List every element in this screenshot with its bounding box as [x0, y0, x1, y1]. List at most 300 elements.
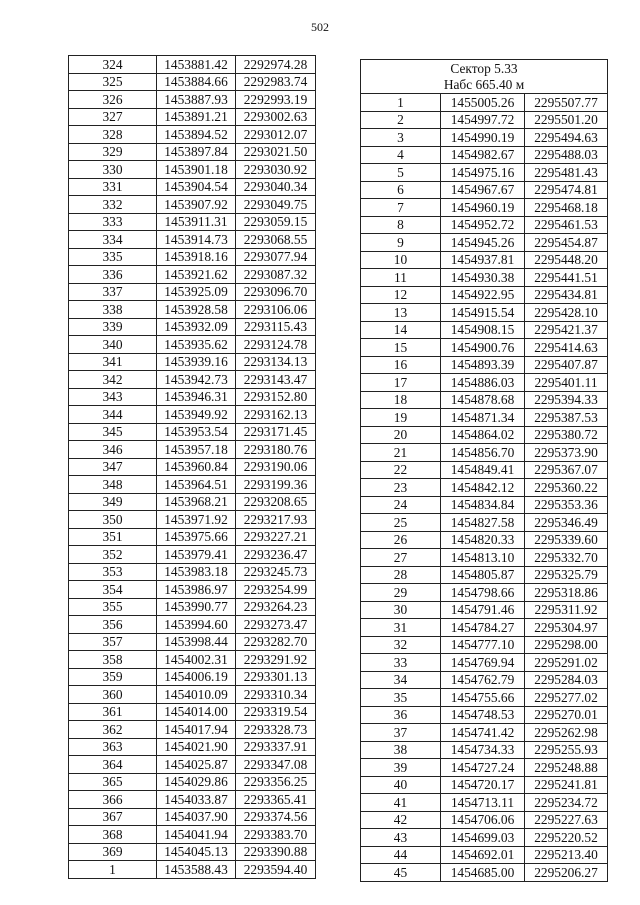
table-row [69, 388, 316, 406]
x-coordinate-cell: 1453953.54 [157, 423, 236, 441]
y-coordinate-cell: 2295339.60 [525, 531, 608, 549]
y-coordinate-cell: 2293264.23 [236, 598, 316, 616]
table-row [69, 318, 316, 336]
y-coordinate-cell: 2295255.93 [525, 741, 608, 759]
table-row [361, 636, 608, 654]
table-row [69, 826, 316, 844]
x-coordinate-cell: 1454827.58 [441, 514, 525, 532]
y-coordinate-cell: 2293390.88 [236, 843, 316, 861]
y-coordinate-cell: 2293106.06 [236, 301, 316, 319]
y-coordinate-cell: 2293254.99 [236, 581, 316, 599]
table-row [69, 143, 316, 161]
point-number-cell: 30 [361, 601, 441, 619]
point-number-cell: 335 [69, 248, 157, 266]
point-number-cell: 336 [69, 266, 157, 284]
table-row [69, 581, 316, 599]
x-coordinate-cell: 1453935.62 [157, 336, 236, 354]
x-coordinate-cell: 1453968.21 [157, 493, 236, 511]
table-row [361, 339, 608, 357]
y-coordinate-cell: 2295448.20 [525, 251, 608, 269]
y-coordinate-cell: 2295373.90 [525, 444, 608, 462]
y-coordinate-cell: 2293337.91 [236, 738, 316, 756]
x-coordinate-cell: 1454967.67 [441, 181, 525, 199]
point-number-cell: 39 [361, 759, 441, 777]
point-number-cell: 356 [69, 616, 157, 634]
point-number-cell: 1 [361, 94, 441, 112]
y-coordinate-cell: 2293273.47 [236, 616, 316, 634]
x-coordinate-cell: 1454777.10 [441, 636, 525, 654]
point-number-cell: 32 [361, 636, 441, 654]
point-number-cell: 26 [361, 531, 441, 549]
y-coordinate-cell: 2295407.87 [525, 356, 608, 374]
x-coordinate-cell: 1454864.02 [441, 426, 525, 444]
table-row [69, 441, 316, 459]
point-number-cell: 337 [69, 283, 157, 301]
x-coordinate-cell: 1453979.41 [157, 546, 236, 564]
y-coordinate-cell: 2293208.65 [236, 493, 316, 511]
point-number-cell: 25 [361, 514, 441, 532]
x-coordinate-cell: 1454002.31 [157, 651, 236, 669]
point-number-cell: 355 [69, 598, 157, 616]
x-coordinate-cell: 1453881.42 [157, 56, 236, 74]
point-number-cell: 14 [361, 321, 441, 339]
x-coordinate-cell: 1454813.10 [441, 549, 525, 567]
x-coordinate-cell: 1454727.24 [441, 759, 525, 777]
point-number-cell: 341 [69, 353, 157, 371]
table-row [361, 269, 608, 287]
y-coordinate-cell: 2293199.36 [236, 476, 316, 494]
x-coordinate-cell: 1453964.51 [157, 476, 236, 494]
table-row [69, 861, 316, 879]
y-coordinate-cell: 2293087.32 [236, 266, 316, 284]
point-number-cell: 40 [361, 776, 441, 794]
table-row [69, 546, 316, 564]
point-number-cell: 29 [361, 584, 441, 602]
x-coordinate-cell: 1454834.84 [441, 496, 525, 514]
y-coordinate-cell: 2293347.08 [236, 756, 316, 774]
x-coordinate-cell: 1454798.66 [441, 584, 525, 602]
table-row [69, 336, 316, 354]
point-number-cell: 369 [69, 843, 157, 861]
point-number-cell: 364 [69, 756, 157, 774]
table-row [69, 248, 316, 266]
y-coordinate-cell: 2293310.34 [236, 686, 316, 704]
left-table-body [69, 56, 316, 879]
point-number-cell: 343 [69, 388, 157, 406]
point-number-cell: 21 [361, 444, 441, 462]
x-coordinate-cell: 1454930.38 [441, 269, 525, 287]
x-coordinate-cell: 1454820.33 [441, 531, 525, 549]
table-row [69, 371, 316, 389]
y-coordinate-cell: 2295220.52 [525, 829, 608, 847]
y-coordinate-cell: 2293374.56 [236, 808, 316, 826]
x-coordinate-cell: 1453904.54 [157, 178, 236, 196]
table-row [361, 216, 608, 234]
table-row [69, 686, 316, 704]
x-coordinate-cell: 1454755.66 [441, 689, 525, 707]
y-coordinate-cell: 2295304.97 [525, 619, 608, 637]
table-row [361, 706, 608, 724]
x-coordinate-cell: 1453918.16 [157, 248, 236, 266]
point-number-cell: 354 [69, 581, 157, 599]
point-number-cell: 31 [361, 619, 441, 637]
y-coordinate-cell: 2293171.45 [236, 423, 316, 441]
x-coordinate-cell: 1454014.00 [157, 703, 236, 721]
point-number-cell: 16 [361, 356, 441, 374]
y-coordinate-cell: 2295401.11 [525, 374, 608, 392]
x-coordinate-cell: 1454045.13 [157, 843, 236, 861]
x-coordinate-cell: 1453946.31 [157, 388, 236, 406]
point-number-cell: 329 [69, 143, 157, 161]
x-coordinate-cell: 1453949.92 [157, 406, 236, 424]
x-coordinate-cell: 1454915.54 [441, 304, 525, 322]
table-row [361, 321, 608, 339]
y-coordinate-cell: 2295367.07 [525, 461, 608, 479]
table-row [361, 584, 608, 602]
x-coordinate-cell: 1453928.58 [157, 301, 236, 319]
point-number-cell: 33 [361, 654, 441, 672]
point-number-cell: 338 [69, 301, 157, 319]
x-coordinate-cell: 1454692.01 [441, 846, 525, 864]
table-row [69, 633, 316, 651]
y-coordinate-cell: 2293049.75 [236, 196, 316, 214]
table-row [69, 56, 316, 74]
table-row [361, 146, 608, 164]
x-coordinate-cell: 1454900.76 [441, 339, 525, 357]
point-number-cell: 332 [69, 196, 157, 214]
x-coordinate-cell: 1454893.39 [441, 356, 525, 374]
table-row [361, 671, 608, 689]
sector-title: Сектор 5.33 [450, 60, 518, 76]
point-number-cell: 342 [69, 371, 157, 389]
x-coordinate-cell: 1453588.43 [157, 861, 236, 879]
table-row [361, 601, 608, 619]
x-coordinate-cell: 1453891.21 [157, 108, 236, 126]
y-coordinate-cell: 2295318.86 [525, 584, 608, 602]
table-row [69, 493, 316, 511]
point-number-cell: 367 [69, 808, 157, 826]
y-coordinate-cell: 2293040.34 [236, 178, 316, 196]
point-number-cell: 345 [69, 423, 157, 441]
point-number-cell: 9 [361, 234, 441, 252]
point-number-cell: 28 [361, 566, 441, 584]
y-coordinate-cell: 2293217.93 [236, 511, 316, 529]
x-coordinate-cell: 1454886.03 [441, 374, 525, 392]
table-row [69, 808, 316, 826]
y-coordinate-cell: 2293021.50 [236, 143, 316, 161]
point-number-cell: 328 [69, 126, 157, 144]
x-coordinate-cell: 1453971.92 [157, 511, 236, 529]
table-row [69, 598, 316, 616]
table-row [69, 791, 316, 809]
point-number-cell: 348 [69, 476, 157, 494]
page-number: 502 [311, 20, 329, 34]
y-coordinate-cell: 2293301.13 [236, 668, 316, 686]
y-coordinate-cell: 2293190.06 [236, 458, 316, 476]
y-coordinate-cell: 2295332.70 [525, 549, 608, 567]
point-number-cell: 346 [69, 441, 157, 459]
x-coordinate-cell: 1454791.46 [441, 601, 525, 619]
y-coordinate-cell: 2293152.80 [236, 388, 316, 406]
x-coordinate-cell: 1454029.86 [157, 773, 236, 791]
table-row [361, 426, 608, 444]
x-coordinate-cell: 1454849.41 [441, 461, 525, 479]
x-coordinate-cell: 1454990.19 [441, 129, 525, 147]
table-row [361, 199, 608, 217]
x-coordinate-cell: 1454997.72 [441, 111, 525, 129]
x-coordinate-cell: 1454748.53 [441, 706, 525, 724]
y-coordinate-cell: 2293143.47 [236, 371, 316, 389]
y-coordinate-cell: 2293115.43 [236, 318, 316, 336]
point-number-cell: 45 [361, 864, 441, 882]
x-coordinate-cell: 1454037.90 [157, 808, 236, 826]
point-number-cell: 22 [361, 461, 441, 479]
y-coordinate-cell: 2293077.94 [236, 248, 316, 266]
x-coordinate-cell: 1454975.16 [441, 164, 525, 182]
y-coordinate-cell: 2295291.02 [525, 654, 608, 672]
x-coordinate-cell: 1454006.19 [157, 668, 236, 686]
x-coordinate-cell: 1453925.09 [157, 283, 236, 301]
y-coordinate-cell: 2293059.15 [236, 213, 316, 231]
y-coordinate-cell: 2293180.76 [236, 441, 316, 459]
table-row [69, 738, 316, 756]
x-coordinate-cell: 1454713.11 [441, 794, 525, 812]
y-coordinate-cell: 2295270.01 [525, 706, 608, 724]
x-coordinate-cell: 1453960.84 [157, 458, 236, 476]
y-coordinate-cell: 2295507.77 [525, 94, 608, 112]
point-number-cell: 11 [361, 269, 441, 287]
x-coordinate-cell: 1453939.16 [157, 353, 236, 371]
coordinates-table-right [360, 59, 608, 882]
point-number-cell: 23 [361, 479, 441, 497]
table-row [361, 356, 608, 374]
table-row [361, 479, 608, 497]
x-coordinate-cell: 1454784.27 [441, 619, 525, 637]
x-coordinate-cell: 1453897.84 [157, 143, 236, 161]
y-coordinate-cell: 2295428.10 [525, 304, 608, 322]
coordinates-table-left [68, 55, 316, 879]
table-row [361, 391, 608, 409]
y-coordinate-cell: 2295421.37 [525, 321, 608, 339]
y-coordinate-cell: 2295241.81 [525, 776, 608, 794]
point-number-cell: 41 [361, 794, 441, 812]
table-row [361, 234, 608, 252]
point-number-cell: 326 [69, 91, 157, 109]
y-coordinate-cell: 2293236.47 [236, 546, 316, 564]
y-coordinate-cell: 2295298.00 [525, 636, 608, 654]
y-coordinate-cell: 2295248.88 [525, 759, 608, 777]
y-coordinate-cell: 2295227.63 [525, 811, 608, 829]
y-coordinate-cell: 2295380.72 [525, 426, 608, 444]
x-coordinate-cell: 1453921.62 [157, 266, 236, 284]
point-number-cell: 8 [361, 216, 441, 234]
point-number-cell: 331 [69, 178, 157, 196]
table-row [361, 654, 608, 672]
point-number-cell: 327 [69, 108, 157, 126]
x-coordinate-cell: 1453911.31 [157, 213, 236, 231]
x-coordinate-cell: 1454033.87 [157, 791, 236, 809]
table-row [361, 374, 608, 392]
x-coordinate-cell: 1453994.60 [157, 616, 236, 634]
point-number-cell: 353 [69, 563, 157, 581]
y-coordinate-cell: 2295387.53 [525, 409, 608, 427]
x-coordinate-cell: 1454937.81 [441, 251, 525, 269]
point-number-cell: 1 [69, 861, 157, 879]
x-coordinate-cell: 1453901.18 [157, 161, 236, 179]
point-number-cell: 349 [69, 493, 157, 511]
table-row [361, 181, 608, 199]
y-coordinate-cell: 2293012.07 [236, 126, 316, 144]
point-number-cell: 361 [69, 703, 157, 721]
y-coordinate-cell: 2293068.55 [236, 231, 316, 249]
point-number-cell: 359 [69, 668, 157, 686]
point-number-cell: 20 [361, 426, 441, 444]
x-coordinate-cell: 1454025.87 [157, 756, 236, 774]
table-row [361, 94, 608, 112]
table-row [361, 741, 608, 759]
x-coordinate-cell: 1453932.09 [157, 318, 236, 336]
point-number-cell: 340 [69, 336, 157, 354]
table-row [69, 178, 316, 196]
point-number-cell: 357 [69, 633, 157, 651]
point-number-cell: 35 [361, 689, 441, 707]
y-coordinate-cell: 2295468.18 [525, 199, 608, 217]
point-number-cell: 10 [361, 251, 441, 269]
table-row [69, 756, 316, 774]
table-row [361, 689, 608, 707]
table-row [361, 251, 608, 269]
x-coordinate-cell: 1453887.93 [157, 91, 236, 109]
y-coordinate-cell: 2295311.92 [525, 601, 608, 619]
y-coordinate-cell: 2295414.63 [525, 339, 608, 357]
y-coordinate-cell: 2293002.63 [236, 108, 316, 126]
point-number-cell: 6 [361, 181, 441, 199]
y-coordinate-cell: 2295325.79 [525, 566, 608, 584]
table-row [69, 231, 316, 249]
point-number-cell: 333 [69, 213, 157, 231]
x-coordinate-cell: 1454699.03 [441, 829, 525, 847]
y-coordinate-cell: 2293594.40 [236, 861, 316, 879]
table-row [69, 213, 316, 231]
table-row [361, 794, 608, 812]
y-coordinate-cell: 2295394.33 [525, 391, 608, 409]
point-number-cell: 13 [361, 304, 441, 322]
x-coordinate-cell: 1454945.26 [441, 234, 525, 252]
y-coordinate-cell: 2295434.81 [525, 286, 608, 304]
y-coordinate-cell: 2293227.21 [236, 528, 316, 546]
x-coordinate-cell: 1454960.19 [441, 199, 525, 217]
x-coordinate-cell: 1454842.12 [441, 479, 525, 497]
table-row [361, 829, 608, 847]
x-coordinate-cell: 1453884.66 [157, 73, 236, 91]
point-number-cell: 12 [361, 286, 441, 304]
x-coordinate-cell: 1453983.18 [157, 563, 236, 581]
y-coordinate-cell: 2293365.41 [236, 791, 316, 809]
table-row [69, 476, 316, 494]
table-row [69, 651, 316, 669]
y-coordinate-cell: 2295284.03 [525, 671, 608, 689]
point-number-cell: 368 [69, 826, 157, 844]
sector-header [361, 60, 608, 94]
x-coordinate-cell: 1454982.67 [441, 146, 525, 164]
table-row [361, 496, 608, 514]
x-coordinate-cell: 1453998.44 [157, 633, 236, 651]
table-row [361, 531, 608, 549]
x-coordinate-cell: 1454017.94 [157, 721, 236, 739]
table-row [69, 511, 316, 529]
table-row [69, 108, 316, 126]
table-row [69, 721, 316, 739]
y-coordinate-cell: 2293282.70 [236, 633, 316, 651]
x-coordinate-cell: 1453914.73 [157, 231, 236, 249]
table-row [69, 773, 316, 791]
table-row [69, 703, 316, 721]
table-row [69, 458, 316, 476]
point-number-cell: 44 [361, 846, 441, 864]
x-coordinate-cell: 1453990.77 [157, 598, 236, 616]
y-coordinate-cell: 2295474.81 [525, 181, 608, 199]
y-coordinate-cell: 2295346.49 [525, 514, 608, 532]
y-coordinate-cell: 2295353.36 [525, 496, 608, 514]
table-row [361, 444, 608, 462]
y-coordinate-cell: 2293124.78 [236, 336, 316, 354]
y-coordinate-cell: 2293328.73 [236, 721, 316, 739]
point-number-cell: 347 [69, 458, 157, 476]
table-row [69, 126, 316, 144]
x-coordinate-cell: 1453907.92 [157, 196, 236, 214]
table-row [361, 759, 608, 777]
point-number-cell: 351 [69, 528, 157, 546]
point-number-cell: 19 [361, 409, 441, 427]
point-number-cell: 344 [69, 406, 157, 424]
point-number-cell: 17 [361, 374, 441, 392]
x-coordinate-cell: 1454734.33 [441, 741, 525, 759]
table-row [361, 846, 608, 864]
y-coordinate-cell: 2293030.92 [236, 161, 316, 179]
point-number-cell: 339 [69, 318, 157, 336]
x-coordinate-cell: 1454805.87 [441, 566, 525, 584]
x-coordinate-cell: 1454769.94 [441, 654, 525, 672]
point-number-cell: 334 [69, 231, 157, 249]
point-number-cell: 24 [361, 496, 441, 514]
table-row [361, 566, 608, 584]
point-number-cell: 360 [69, 686, 157, 704]
point-number-cell: 362 [69, 721, 157, 739]
y-coordinate-cell: 2293162.13 [236, 406, 316, 424]
x-coordinate-cell: 1453942.73 [157, 371, 236, 389]
right-table-body [361, 60, 608, 882]
point-number-cell: 18 [361, 391, 441, 409]
x-coordinate-cell: 1454685.00 [441, 864, 525, 882]
table-row [69, 528, 316, 546]
table-row [361, 514, 608, 532]
point-number-cell: 324 [69, 56, 157, 74]
y-coordinate-cell: 2295262.98 [525, 724, 608, 742]
point-number-cell: 350 [69, 511, 157, 529]
y-coordinate-cell: 2292993.19 [236, 91, 316, 109]
table-row [361, 164, 608, 182]
point-number-cell: 365 [69, 773, 157, 791]
table-row [361, 129, 608, 147]
table-row [69, 73, 316, 91]
table-row [69, 616, 316, 634]
point-number-cell: 43 [361, 829, 441, 847]
point-number-cell: 27 [361, 549, 441, 567]
y-coordinate-cell: 2293356.25 [236, 773, 316, 791]
table-row [361, 864, 608, 882]
y-coordinate-cell: 2293291.92 [236, 651, 316, 669]
table-row [69, 196, 316, 214]
